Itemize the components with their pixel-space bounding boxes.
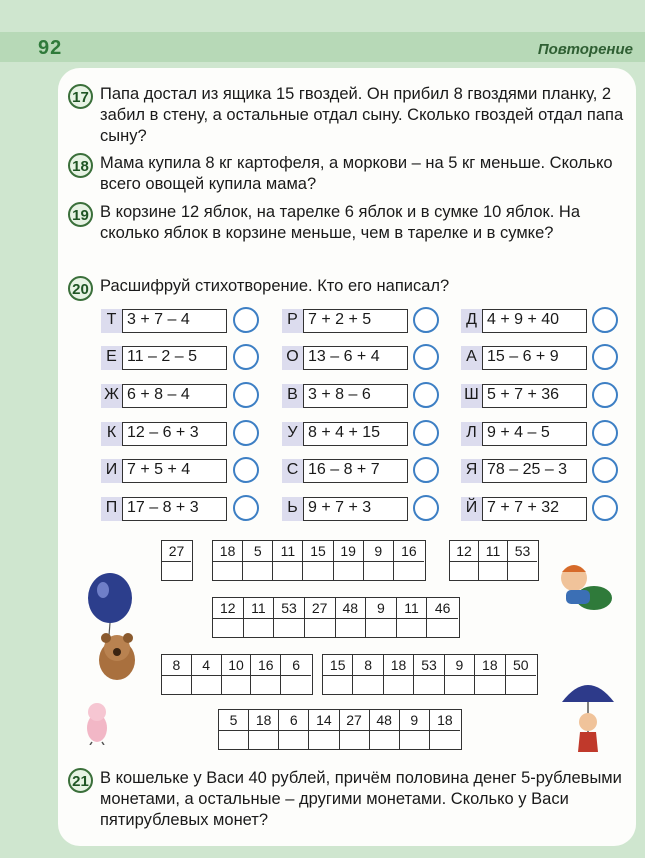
problem-text: В корзине 12 яблок, на тарелке 6 яблок и в сумке 10 яблок. На сколько яблок в корзине меньше, чем в тарелке и в сумке? — [100, 203, 581, 242]
cipher-letter: И — [101, 459, 123, 483]
cipher-expression: 9 + 7 + 3 — [308, 499, 372, 516]
letter-answer-cell[interactable] — [394, 562, 424, 580]
code-cell — [323, 655, 353, 694]
girl-umbrella-illustration — [558, 676, 618, 764]
cipher-expression: 7 + 2 + 5 — [308, 311, 372, 328]
cipher-expression: 5 + 7 + 36 — [487, 386, 560, 403]
code-cell — [273, 541, 303, 580]
cipher-expression: 9 + 4 – 5 — [487, 424, 550, 441]
answer-circle[interactable] — [233, 307, 259, 333]
answer-circle[interactable] — [413, 382, 439, 408]
code-cell — [162, 541, 191, 580]
code-number: 14 — [309, 710, 338, 731]
answer-circle[interactable] — [592, 457, 618, 483]
problem-number: 18 — [68, 153, 93, 178]
problem-number: 21 — [68, 768, 93, 793]
code-number: 27 — [340, 710, 369, 731]
answer-circle[interactable] — [413, 420, 439, 446]
letter-answer-cell[interactable] — [366, 619, 396, 637]
problem-text: Расшифруй стихотворение. Кто его написал? — [100, 277, 450, 295]
letter-answer-cell[interactable] — [475, 676, 504, 694]
code-number: 46 — [427, 598, 458, 619]
code-number: 53 — [274, 598, 304, 619]
code-number: 6 — [281, 655, 311, 676]
cipher-expression: 13 – 6 + 4 — [308, 348, 380, 365]
cipher-letter: В — [282, 384, 304, 408]
letter-answer-cell[interactable] — [273, 562, 302, 580]
answer-circle[interactable] — [233, 495, 259, 521]
letter-answer-cell[interactable] — [162, 562, 191, 580]
answer-circle[interactable] — [233, 457, 259, 483]
code-number: 12 — [213, 598, 243, 619]
cipher-expression: 16 – 8 + 7 — [308, 461, 380, 478]
cipher-expression: 8 + 4 + 15 — [308, 424, 381, 441]
code-number: 9 — [366, 598, 396, 619]
code-cell — [334, 541, 364, 580]
answer-circle[interactable] — [592, 495, 618, 521]
cipher-expression: 78 – 25 – 3 — [487, 461, 568, 478]
code-cell — [427, 598, 458, 637]
code-cell — [400, 710, 430, 749]
problem-text: Мама купила 8 кг картофеля, а моркови – на 5 кг меньше. Сколько всего овощей купила мама? — [100, 154, 613, 193]
cipher-letter: Ш — [461, 384, 483, 408]
code-number: 27 — [162, 541, 191, 562]
code-number: 48 — [370, 710, 399, 731]
problem-text: В кошельке у Васи 40 рублей, причём половина денег 5-рублевыми монетами, а остальные – другими монетами. Сколько у Васи пятирублевых монет? — [100, 769, 622, 829]
code-cell — [479, 541, 508, 580]
word-group — [212, 540, 426, 581]
piglet-illustration — [80, 700, 114, 745]
letter-answer-cell[interactable] — [364, 562, 393, 580]
cipher-letter: У — [282, 422, 304, 446]
letter-answer-cell[interactable] — [414, 676, 443, 694]
problem-number: 17 — [68, 84, 93, 109]
problem-text: Папа достал из ящика 15 гвоздей. Он прибил 8 гвоздями планку, 2 забил в стену, а остальные отдал сыну. Сколько гвоздей отдал папа сыну? — [100, 85, 624, 145]
cipher-expression: 7 + 7 + 32 — [487, 499, 560, 516]
answer-circle[interactable] — [233, 420, 259, 446]
code-cell — [364, 541, 394, 580]
letter-answer-cell[interactable] — [162, 676, 191, 694]
bear-illustration — [92, 630, 142, 682]
code-cell — [279, 710, 309, 749]
code-cell — [414, 655, 444, 694]
code-cell — [305, 598, 336, 637]
letter-answer-cell[interactable] — [192, 676, 221, 694]
code-cell — [219, 710, 249, 749]
section-title: Повторение — [537, 41, 633, 58]
code-cell — [340, 710, 370, 749]
answer-circle[interactable] — [233, 382, 259, 408]
answer-circle[interactable] — [592, 382, 618, 408]
letter-answer-cell[interactable] — [323, 676, 352, 694]
word-group — [322, 654, 538, 695]
code-cell — [309, 710, 339, 749]
problem-number: 20 — [68, 276, 93, 301]
answer-circle[interactable] — [413, 457, 439, 483]
answer-circle[interactable] — [233, 344, 259, 370]
letter-answer-cell[interactable] — [506, 676, 536, 694]
answer-circle[interactable] — [592, 307, 618, 333]
code-cell — [336, 598, 367, 637]
letter-answer-cell[interactable] — [508, 562, 537, 580]
letter-answer-cell[interactable] — [244, 619, 274, 637]
letter-answer-cell[interactable] — [213, 562, 242, 580]
code-cell — [281, 655, 311, 694]
code-number: 9 — [400, 710, 429, 731]
code-cell — [192, 655, 222, 694]
code-number: 4 — [192, 655, 221, 676]
letter-answer-cell[interactable] — [336, 619, 366, 637]
cipher-expression: 4 + 9 + 40 — [487, 311, 560, 328]
answer-circle[interactable] — [413, 344, 439, 370]
answer-circle[interactable] — [413, 307, 439, 333]
code-number: 12 — [450, 541, 478, 562]
letter-answer-cell[interactable] — [303, 562, 332, 580]
code-number: 53 — [414, 655, 443, 676]
page-number: 92 — [38, 37, 63, 59]
code-cell — [394, 541, 424, 580]
code-number: 11 — [397, 598, 427, 619]
code-cell — [384, 655, 414, 694]
code-cell — [249, 710, 279, 749]
code-cell — [213, 598, 244, 637]
letter-answer-cell[interactable] — [274, 619, 304, 637]
code-cell — [450, 541, 479, 580]
letter-answer-cell[interactable] — [397, 619, 427, 637]
cipher-letter: Л — [461, 422, 483, 446]
cipher-letter: К — [101, 422, 123, 446]
code-number: 8 — [353, 655, 382, 676]
word-group — [161, 540, 193, 581]
cipher-letter: Е — [101, 346, 123, 370]
code-number: 9 — [445, 655, 474, 676]
code-number: 18 — [475, 655, 504, 676]
code-number: 50 — [506, 655, 536, 676]
answer-circle[interactable] — [413, 495, 439, 521]
letter-answer-cell[interactable] — [479, 562, 507, 580]
code-cell — [475, 655, 505, 694]
cipher-letter: Р — [282, 309, 304, 333]
word-group — [161, 654, 313, 695]
letter-answer-cell[interactable] — [249, 731, 278, 749]
letter-answer-cell[interactable] — [384, 676, 413, 694]
code-number: 10 — [222, 655, 251, 676]
code-cell — [303, 541, 333, 580]
cipher-letter: О — [282, 346, 304, 370]
boy-illustration — [552, 560, 622, 620]
code-number: 18 — [430, 710, 460, 731]
letter-answer-cell[interactable] — [427, 619, 458, 637]
code-cell — [222, 655, 252, 694]
code-number: 15 — [303, 541, 332, 562]
code-cell — [251, 655, 281, 694]
cipher-letter: Ж — [101, 384, 123, 408]
code-number: 11 — [273, 541, 302, 562]
letter-answer-cell[interactable] — [334, 562, 363, 580]
code-number: 9 — [364, 541, 393, 562]
code-cell — [506, 655, 536, 694]
letter-answer-cell[interactable] — [309, 731, 338, 749]
code-number: 27 — [305, 598, 335, 619]
cipher-expression: 3 + 7 – 4 — [127, 311, 190, 328]
code-number: 5 — [243, 541, 272, 562]
letter-answer-cell[interactable] — [219, 731, 248, 749]
cipher-expression: 15 – 6 + 9 — [487, 348, 559, 365]
code-cell — [353, 655, 383, 694]
code-number: 19 — [334, 541, 363, 562]
letter-answer-cell[interactable] — [281, 676, 311, 694]
letter-answer-cell[interactable] — [251, 676, 280, 694]
code-cell — [370, 710, 400, 749]
cipher-letter: Я — [461, 459, 483, 483]
cipher-letter: Д — [461, 309, 483, 333]
letter-answer-cell[interactable] — [279, 731, 308, 749]
code-number: 5 — [219, 710, 248, 731]
word-group — [218, 709, 462, 750]
code-cell — [244, 598, 275, 637]
answer-circle[interactable] — [592, 420, 618, 446]
code-number: 8 — [162, 655, 191, 676]
word-group — [449, 540, 539, 581]
word-group — [212, 597, 460, 638]
code-cell — [366, 598, 397, 637]
code-number: 11 — [244, 598, 274, 619]
code-number: 6 — [279, 710, 308, 731]
cipher-expression: 6 + 8 – 4 — [127, 386, 190, 403]
cipher-expression: 11 – 2 – 5 — [127, 348, 197, 365]
letter-answer-cell[interactable] — [370, 731, 399, 749]
cipher-expression: 3 + 8 – 6 — [308, 386, 371, 403]
letter-answer-cell[interactable] — [340, 731, 369, 749]
code-cell — [243, 541, 273, 580]
code-cell — [213, 541, 243, 580]
cipher-expression: 7 + 5 + 4 — [127, 461, 191, 478]
letter-answer-cell[interactable] — [400, 731, 429, 749]
letter-answer-cell[interactable] — [353, 676, 382, 694]
code-number: 48 — [336, 598, 366, 619]
letter-answer-cell[interactable] — [450, 562, 478, 580]
code-number: 16 — [251, 655, 280, 676]
code-number: 18 — [249, 710, 278, 731]
letter-answer-cell[interactable] — [445, 676, 474, 694]
code-cell — [430, 710, 460, 749]
letter-answer-cell[interactable] — [243, 562, 272, 580]
code-cell — [162, 655, 192, 694]
code-number: 18 — [384, 655, 413, 676]
letter-answer-cell[interactable] — [213, 619, 243, 637]
code-number: 53 — [508, 541, 537, 562]
code-cell — [508, 541, 537, 580]
code-cell — [397, 598, 428, 637]
cipher-expression: 17 – 8 + 3 — [127, 499, 199, 516]
letter-answer-cell[interactable] — [222, 676, 251, 694]
cipher-expression: 12 – 6 + 3 — [127, 424, 199, 441]
cipher-letter: Ь — [282, 497, 304, 521]
code-cell — [445, 655, 475, 694]
code-number: 15 — [323, 655, 352, 676]
code-number: 18 — [213, 541, 242, 562]
letter-answer-cell[interactable] — [305, 619, 335, 637]
cipher-letter: Т — [101, 309, 123, 333]
cipher-letter: А — [461, 346, 483, 370]
answer-circle[interactable] — [592, 344, 618, 370]
cipher-letter: Й — [461, 497, 483, 521]
cipher-letter: П — [101, 497, 123, 521]
cipher-letter: С — [282, 459, 304, 483]
problem-number: 19 — [68, 202, 93, 227]
code-cell — [274, 598, 305, 637]
code-number: 11 — [479, 541, 507, 562]
letter-answer-cell[interactable] — [430, 731, 460, 749]
code-number: 16 — [394, 541, 424, 562]
